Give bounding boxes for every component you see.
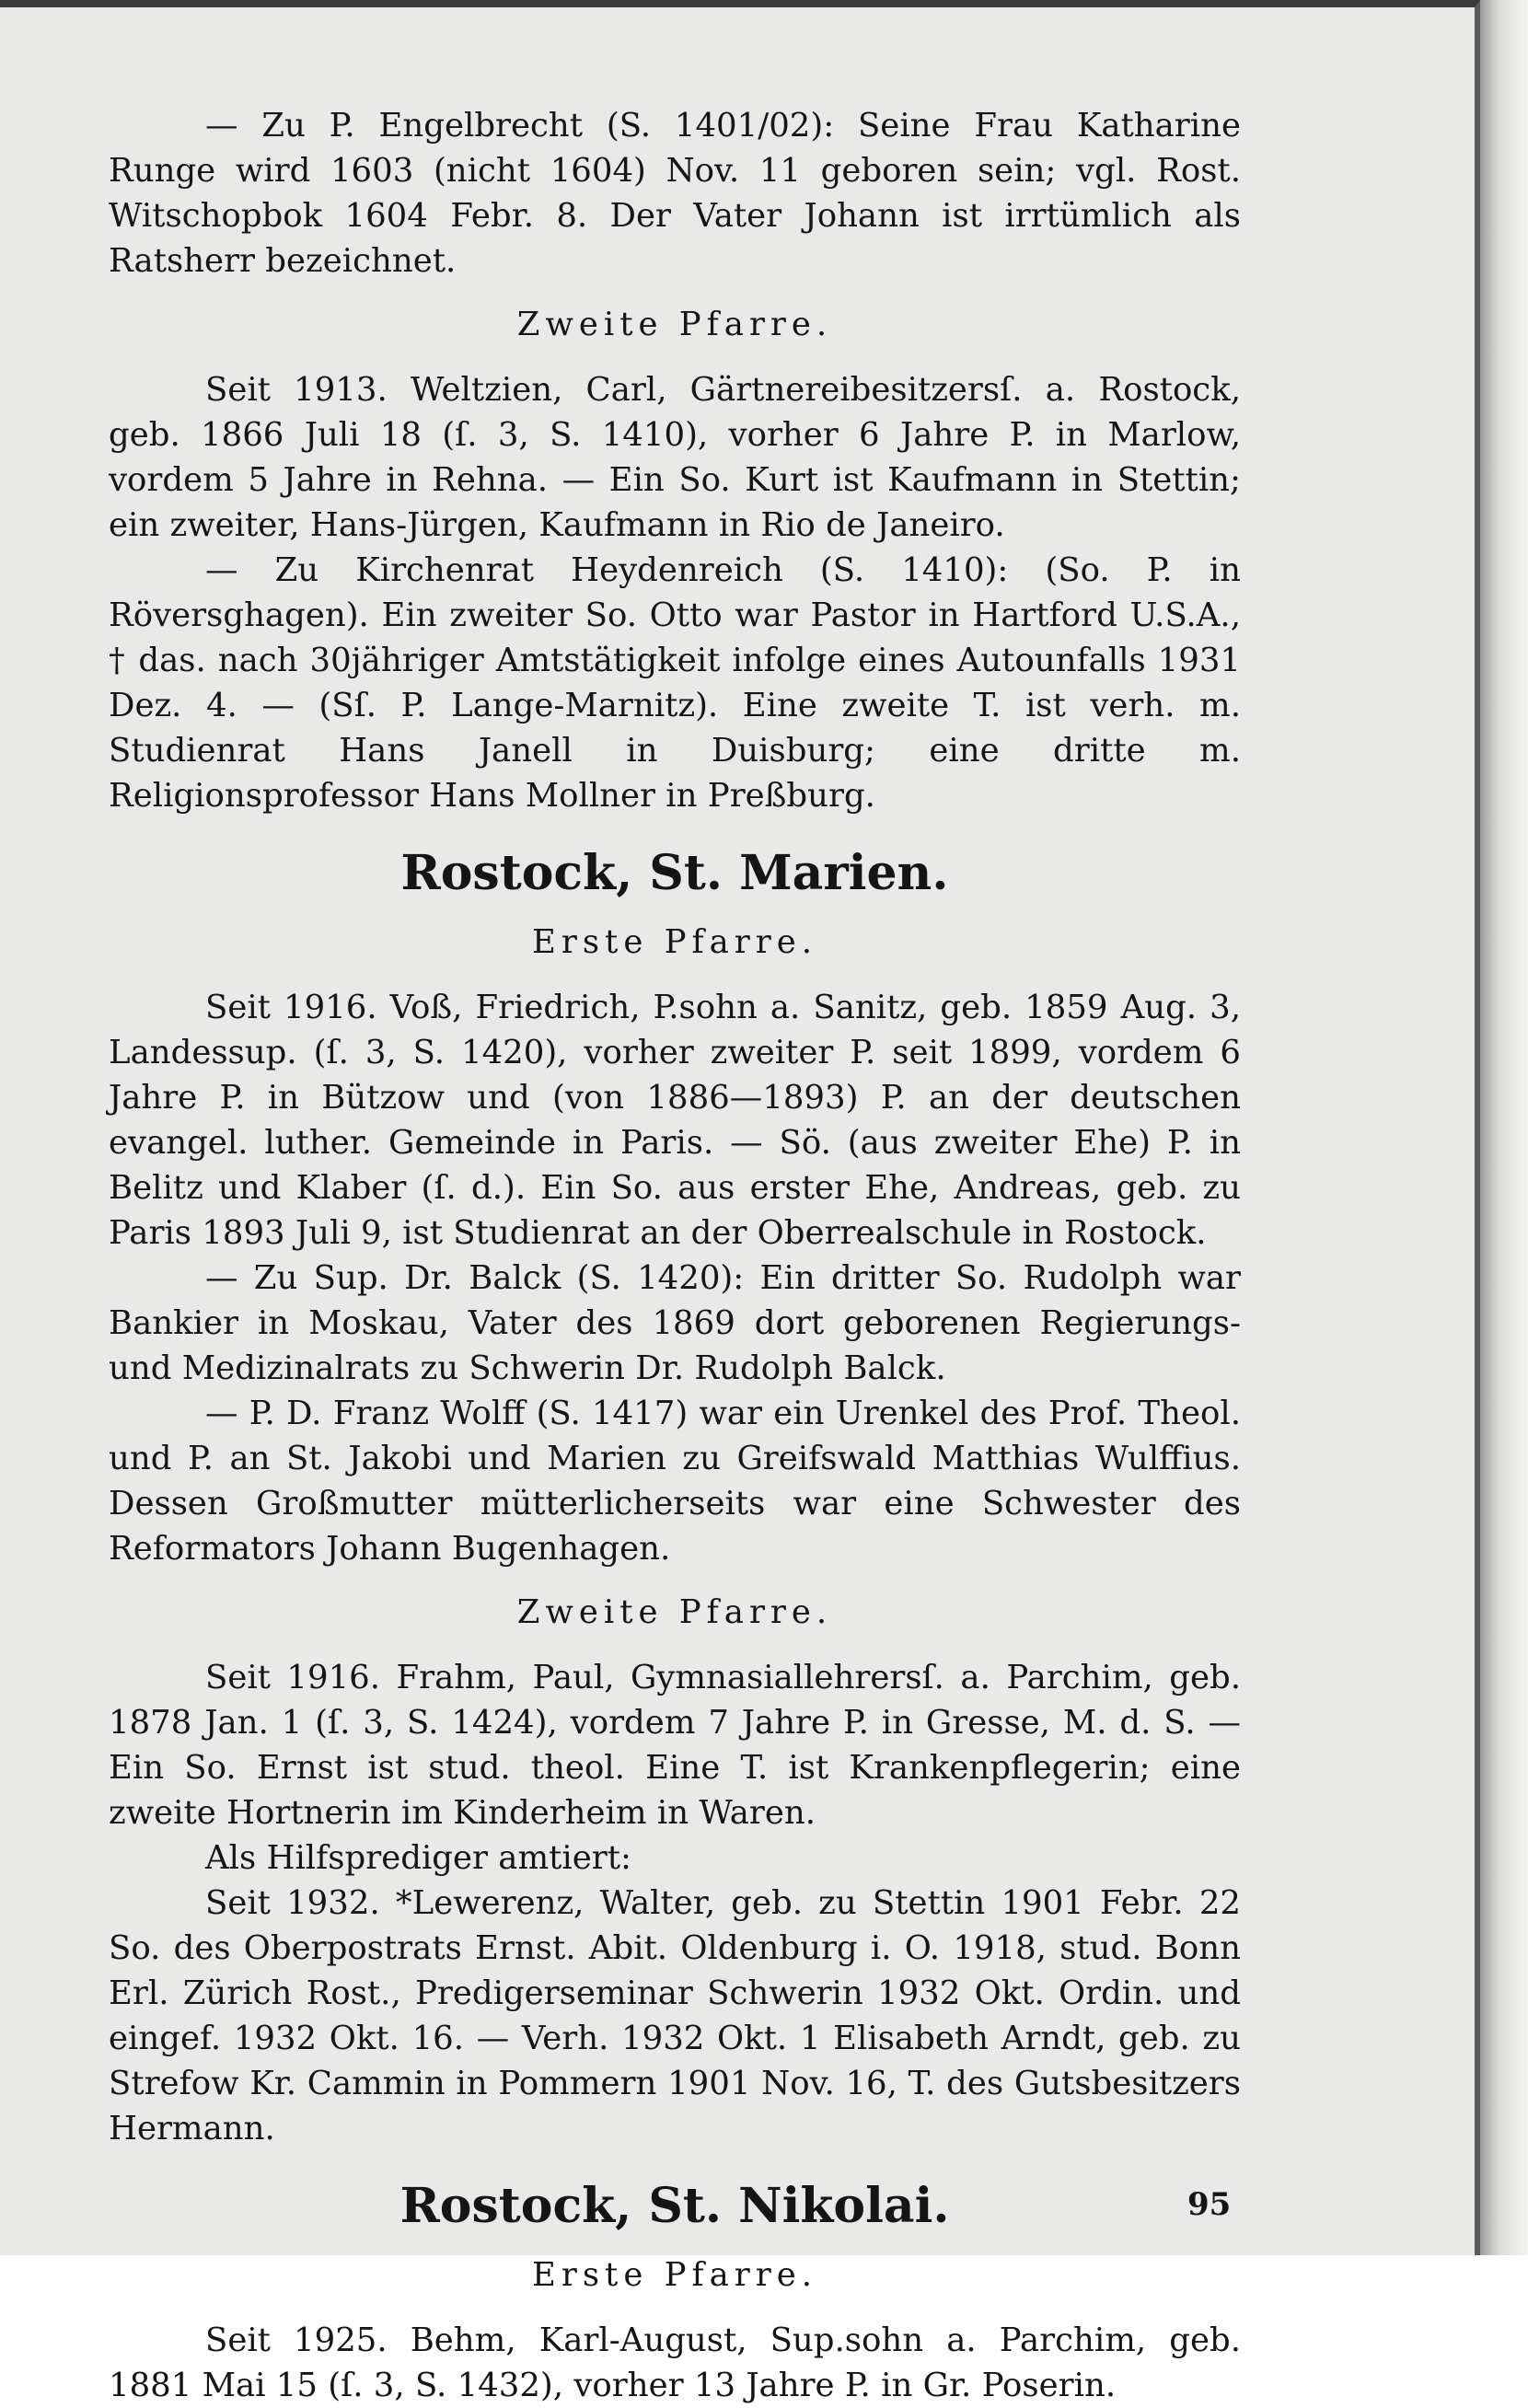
paragraph-voss: Seit 1916. Voß, Friedrich, P.sohn a. Sanitz, geb. 1859 Aug. 3, Landessup. (ſ. 3, S. 1420), vorher zweiter P. seit 1899, vordem 6 Jahre P. in Bützow und (von 1886—1893) P. an der deutschen evangel. luther. Gemeinde in Paris. — Sö. (aus zweiter Ehe) P. in Belitz und Klaber (ſ. d.). Ein So. aus erster Ehe, Andreas, geb. zu Paris 1893 Juli 9, ist Studienrat an der Oberrealschule in Rostock. [109, 989, 1241, 1252]
title-st-marien: Rostock, St. Marien. [400, 845, 949, 901]
page-number: 95 [1187, 2186, 1232, 2223]
book-gutter [1480, 0, 1528, 2255]
paragraph-engelbrecht: — Zu P. Engelbrecht (S. 1401/02): Seine Frau Katharine Runge wird 1603 (nicht 1604) Nov. 11 geboren sein; vgl. Rost. Witschopbok 1604 Febr. 8. Der Vater Johann ist irrtümlich als Ratsherr bezeichnet. [109, 107, 1241, 280]
paragraph-lewerenz: Seit 1932. *Lewerenz, Walter, geb. zu Stettin 1901 Febr. 22 So. des Oberpostrats Ernst. Abit. Oldenburg i. O. 1918, stud. Bonn Erl. Zürich Rost., Predigerseminar Schwerin 1932 Okt. Ordin. und eingef. 1932 Okt. 16. — Verh. 1932 Okt. 1 Elisabeth Arndt, geb. zu Strefow Kr. Cammin in Pommern 1901 Nov. 16, T. des Gutsbesitzers Hermann. [109, 1884, 1241, 2148]
paragraph-balck: — Zu Sup. Dr. Balck (S. 1420): Ein dritter So. Rudolph war Bankier in Moskau, Vater des 1869 dort geborenen Regierungs- und Medizinalrats zu Schwerin Dr. Rudolph Balck. [109, 1259, 1241, 1387]
section-heading-erste-pfarre-1: Erste Pfarre. [531, 923, 818, 961]
title-st-nikolai: Rostock, St. Nikolai. [399, 2178, 950, 2234]
section-heading-erste-pfarre-2: Erste Pfarre. [531, 2256, 818, 2294]
paragraph-wolff: — P. D. Franz Wolff (S. 1417) war ein Urenkel des Prof. Theol. und P. an St. Jakobi und Marien zu Greifswald Matthias Wulffius. Dessen Großmutter mütterlicherseits war eine Schwester des Reformators Johann Bugenhagen. [109, 1395, 1241, 1568]
paragraph-weltzien: Seit 1913. Weltzien, Carl, Gärtnereibesitzersſ. a. Rostock, geb. 1866 Juli 18 (ſ. 3, S. 1410), vorher 6 Jahre P. in Marlow, vordem 5 Jahre in Rehna. — Ein So. Kurt ist Kaufmann in Stettin; ein zweiter, Hans-Jürgen, Kaufmann in Rio de Janeiro. [109, 371, 1241, 544]
paragraph-heydenreich: — Zu Kirchenrat Heydenreich (S. 1410): (So. P. in Röversghagen). Ein zweiter So. Otto war Pastor in Hartford U.S.A., † das. nach 30jähriger Amtstätigkeit infolge eines Autounfalls 1931 Dez. 4. — (Sſ. P. Lange-Marnitz). Eine zweite T. ist verh. m. Studienrat Hans Janell in Duisburg; eine dritte m. Religionsprofessor Hans Mollner in Preßburg. [109, 551, 1241, 815]
paragraph-behm: Seit 1925. Behm, Karl-August, Sup.sohn a. Parchim, geb. 1881 Mai 15 (ſ. 3, S. 1432), vorher 13 Jahre P. in Gr. Poserin. [109, 2321, 1241, 2404]
section-heading-zweite-pfarre-2: Zweite Pfarre. [516, 1593, 833, 1631]
section-heading-zweite-pfarre-1: Zweite Pfarre. [516, 306, 833, 343]
page-content [109, 103, 1241, 2408]
paragraph-frahm: Seit 1916. Frahm, Paul, Gymnasiallehrersſ. a. Parchim, geb. 1878 Jan. 1 (ſ. 3, S. 1424), vordem 7 Jahre P. in Gresse, M. d. S. — Ein So. Ernst ist stud. theol. Eine T. ist Krankenpflegerin; eine zweite Hortnerin im Kinderheim in Waren. [109, 1659, 1241, 1832]
paragraph-hilfsprediger: Als Hilfsprediger amtiert: [205, 1839, 631, 1877]
